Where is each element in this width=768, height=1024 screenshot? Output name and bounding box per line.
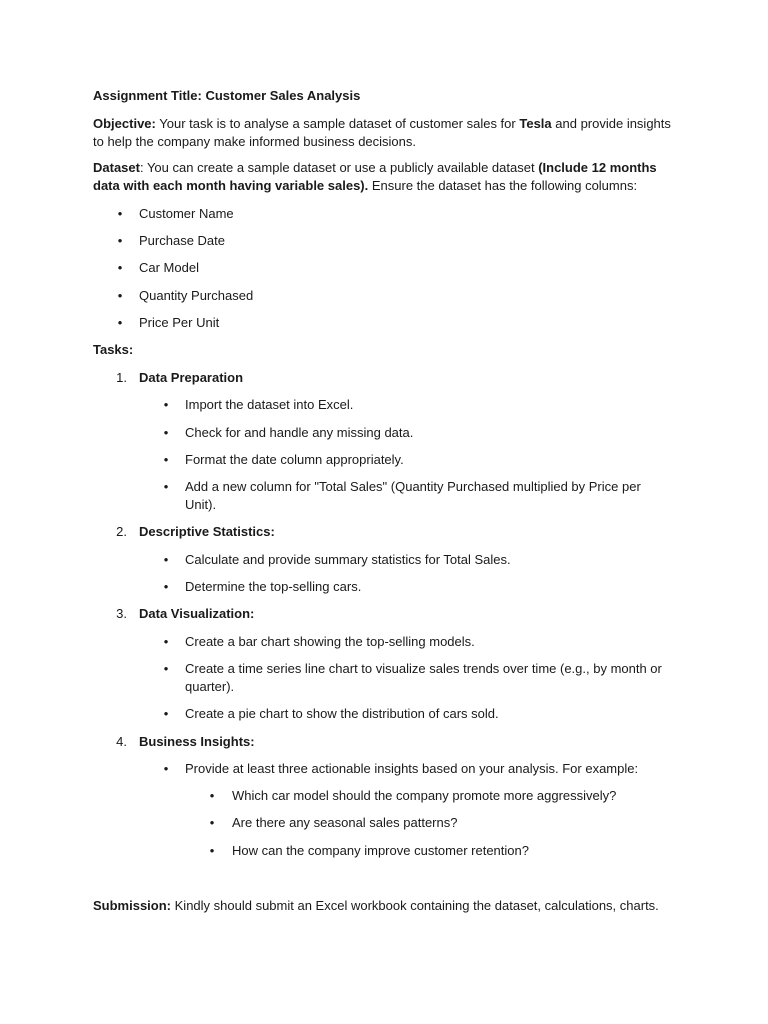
dataset-bold-part1: (Include 12 months xyxy=(538,160,657,175)
task-item: Check for and handle any missing data. xyxy=(185,425,414,440)
dataset-column-item: Price Per Unit xyxy=(139,315,220,330)
task-title: Business Insights: xyxy=(139,734,255,749)
objective-bold-word: Tesla xyxy=(519,116,552,131)
bullet-icon: • xyxy=(209,843,215,858)
bullet-icon: • xyxy=(163,634,169,649)
bullet-icon: • xyxy=(117,233,123,248)
dataset-label: Dataset xyxy=(93,160,140,175)
bullet-icon: • xyxy=(117,315,123,330)
task-item: Import the dataset into Excel. xyxy=(185,397,354,412)
task-item: Calculate and provide summary statistics for Total Sales. xyxy=(185,552,511,567)
task-title: Descriptive Statistics: xyxy=(139,524,275,539)
bullet-icon: • xyxy=(163,397,169,412)
bullet-icon: • xyxy=(163,479,169,494)
assignment-title-label: Assignment Title: xyxy=(93,88,202,103)
assignment-title-value: Customer Sales Analysis xyxy=(205,88,361,103)
dataset-bold-part2: data with each month having variable sales). xyxy=(93,178,369,193)
dataset-column-item: Customer Name xyxy=(139,206,234,221)
task-subitem: How can the company improve customer retention? xyxy=(232,843,529,858)
bullet-icon: • xyxy=(117,260,123,275)
objective-line-1 xyxy=(93,115,671,133)
task-item: Create a bar chart showing the top-selling models. xyxy=(185,634,475,649)
bullet-icon: • xyxy=(117,206,123,221)
task-item: Create a pie chart to show the distribution of cars sold. xyxy=(185,706,499,721)
dataset-column-item: Purchase Date xyxy=(139,233,225,248)
submission-line xyxy=(93,897,659,915)
objective-text-after: and provide insights xyxy=(555,116,671,131)
dataset-column-item: Quantity Purchased xyxy=(139,288,254,303)
bullet-icon: • xyxy=(163,761,169,776)
bullet-icon: • xyxy=(163,579,169,594)
bullet-icon: • xyxy=(209,788,215,803)
bullet-icon: • xyxy=(163,661,169,676)
bullet-icon: • xyxy=(209,815,215,830)
tasks-heading: Tasks: xyxy=(93,342,134,357)
task-title: Data Visualization: xyxy=(139,606,255,621)
task-item: Create a time series line chart to visualize sales trends over time (e.g., by month or quarter). xyxy=(185,661,662,694)
task-item: Format the date column appropriately. xyxy=(185,452,404,467)
submission-text: Kindly should submit an Excel workbook containing the dataset, calculations, charts. xyxy=(174,898,659,913)
dataset-text-after: Ensure the dataset has the following columns: xyxy=(371,178,638,193)
objective-text-before: Your task is to analyse a sample dataset of customer sales for xyxy=(159,116,516,131)
task-title: Data Preparation xyxy=(139,370,244,385)
task-item: Add a new column for "Total Sales" (Quantity Purchased multiplied by Price per Unit). xyxy=(185,479,641,512)
dataset-line-1 xyxy=(93,159,657,177)
dataset-line-2 xyxy=(93,177,637,195)
objective-label: Objective: xyxy=(93,116,156,131)
bullet-icon: • xyxy=(163,552,169,567)
task-item: Provide at least three actionable insights based on your analysis. For example: xyxy=(185,761,639,776)
bullet-icon: • xyxy=(163,706,169,721)
task-number: 2. xyxy=(116,524,127,539)
objective-text-line2: to help the company make informed business decisions. xyxy=(93,134,417,149)
bullet-icon: • xyxy=(117,288,123,303)
bullet-icon: • xyxy=(163,425,169,440)
dataset-column-item: Car Model xyxy=(139,260,199,275)
task-number: 4. xyxy=(116,734,127,749)
task-subitem: Which car model should the company promote more aggressively? xyxy=(232,788,617,803)
task-number: 1. xyxy=(116,370,127,385)
dataset-text-before: : You can create a sample dataset or use a publicly available dataset xyxy=(139,160,535,175)
assignment-title xyxy=(93,87,360,105)
task-number: 3. xyxy=(116,606,127,621)
bullet-icon: • xyxy=(163,452,169,467)
submission-label: Submission: xyxy=(93,898,172,913)
task-subitem: Are there any seasonal sales patterns? xyxy=(232,815,458,830)
objective-line-2 xyxy=(93,133,416,151)
task-item: Determine the top-selling cars. xyxy=(185,579,362,594)
